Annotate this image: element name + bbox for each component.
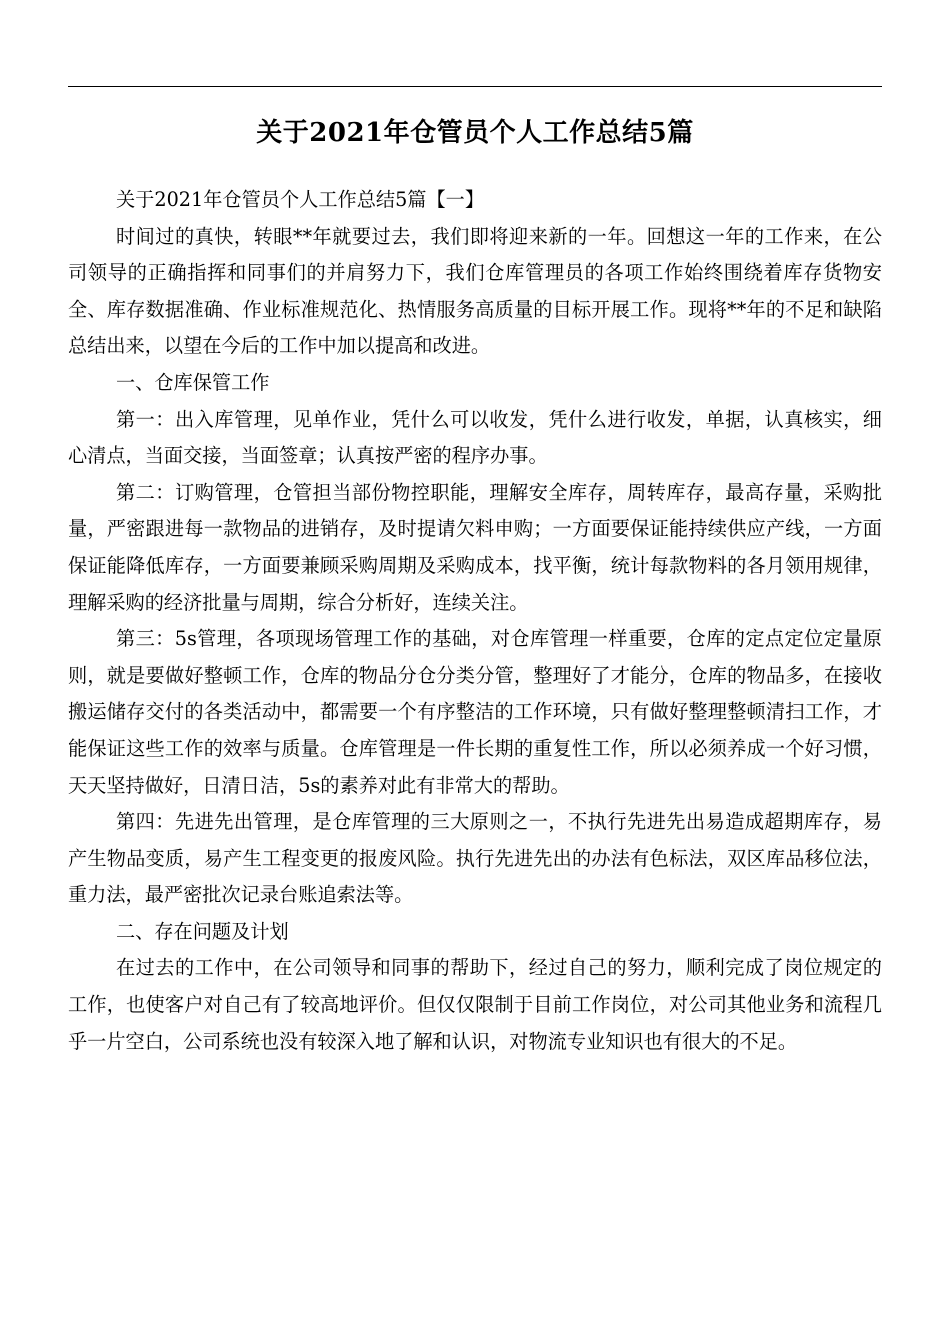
intro-paragraph: 时间过的真快，转眼**年就要过去，我们即将迎来新的一年。回想这一年的工作来，在公司领导的正确指挥和同事们的并肩努力下，我们仓库管理员的各项工作始终围绕着库存货物安全、库存数据准确、作业标准规范化、热情服务高质量的目标开展工作。现将**年的不足和缺陷总结出来，以望在今后的工作中加以提高和改进。 [68,224,882,358]
section-heading-problems: 二、存在问题及计划 [116,919,289,943]
point-four-paragraph: 第四：先进先出管理，是仓库管理的三大原则之一，不执行先进先出易造成超期库存，易产生物品变质，易产生工程变更的报废风险。执行先进先出的办法有色标法，双区库品移位法，重力法，最严密批次记录台账追索法等。 [68,810,882,907]
point-two-paragraph: 第二：订购管理，仓管担当部份物控职能，理解安全库存，周转库存，最高存量，采购批量，严密跟进每一款物品的进销存，及时提请欠料申购；一方面要保证能持续供应产线，一方面保证能降低库存，一方面要兼顾采购周期及采购成本，找平衡，统计每款物料的各月领用规律，理解采购的经济批量与周期，综合分析好，连续关注。 [68,480,882,614]
document-title: 关于2021年仓管员个人工作总结5篇 [256,118,694,149]
section-heading-storage: 一、仓库保管工作 [116,370,270,394]
problems-paragraph: 在过去的工作中，在公司领导和同事的帮助下，经过自己的努力，顺利完成了岗位规定的工作，也使客户对自己有了较高地评价。但仅仅限制于目前工作岗位，对公司其他业务和流程几乎一片空白，公司系统也没有较深入地了解和认识，对物流专业知识也有很大的不足。 [68,956,882,1053]
point-one-paragraph: 第一：出入库管理，见单作业，凭什么可以收发，凭什么进行收发，单据，认真核实，细心清点，当面交接，当面签章；认真按严密的程序办事。 [68,407,882,468]
document-body [68,182,882,1060]
point-three-paragraph: 第三：5s管理，各项现场管理工作的基础，对仓库管理一样重要，仓库的定点定位定量原则，就是要做好整顿工作，仓库的物品分仓分类分管，整理好了才能分，仓库的物品多，在接收搬运储存交付的各类活动中，都需要一个有序整洁的工作环境，只有做好整理整顿清扫工作，才能保证这些工作的效率与质量。仓库管理是一件长期的重复性工作，所以必须养成一个好习惯，天天坚持做好，日清日洁，5s的素养对此有非常大的帮助。 [68,627,882,797]
header-rule [68,86,882,87]
subtitle-paragraph: 关于2021年仓管员个人工作总结5篇【一】 [116,188,485,211]
